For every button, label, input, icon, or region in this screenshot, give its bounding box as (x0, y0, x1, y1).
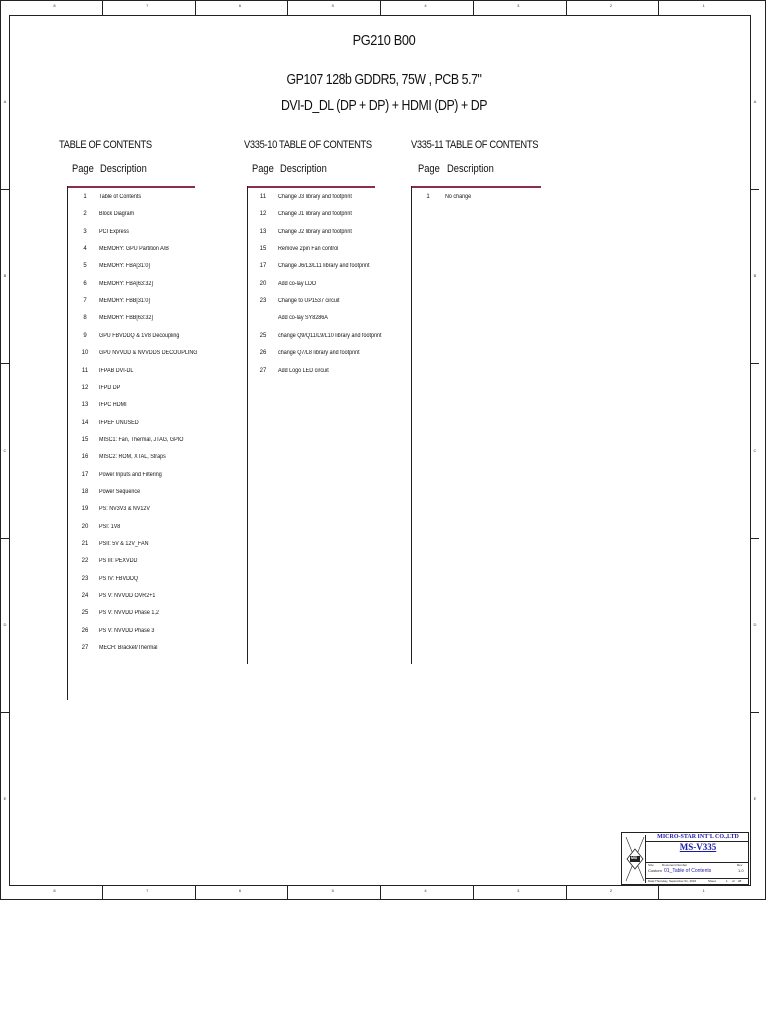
toc-row-page: 1 (83, 194, 87, 200)
rev-value: 1.0 (738, 868, 744, 873)
zone-label: 4 (424, 3, 427, 8)
toc-row-page: 25 (81, 610, 89, 617)
zone-label: 3 (517, 3, 520, 8)
toc-v11-heading: V335-11 TABLE OF CONTENTS (411, 139, 539, 151)
zone-tick (658, 886, 659, 900)
toc-row-page: 15 (81, 436, 89, 443)
sheet-label: Sheet (708, 879, 716, 883)
sheet-value: 1 (726, 879, 728, 883)
toc-row-page: 15 (259, 246, 267, 253)
toc-v11-desc-label: Description (447, 163, 494, 175)
toc-row-description: IFPAB DVI-DL (99, 367, 134, 374)
toc-v11-rule (411, 186, 541, 188)
toc-row-description: Power Inputs and Filtering (99, 471, 162, 478)
toc-row-page: 6 (83, 280, 87, 287)
toc-row-page: 20 (259, 280, 267, 287)
toc-row-description: GPU NVVDD & NVVDDS DECOUPLING (99, 350, 198, 357)
toc-row-description: PSI: 1V8 (99, 523, 121, 530)
zone-label: 2 (609, 3, 613, 8)
toc-row-description: MEMORY: FBA[63:32] (99, 280, 153, 287)
toc-row-page: 25 (259, 332, 267, 339)
toc-main-divider (67, 186, 68, 700)
toc-row-page: 9 (83, 332, 87, 339)
toc-row-description: MEMORY: GPU Partition A/B (99, 246, 169, 253)
zone-label: 1 (702, 888, 705, 893)
toc-row-description: Add co-lay SY8286A (278, 315, 328, 322)
toc-row-description: MISC1: Fan, Thermal, JTAG, GPIO (99, 436, 184, 443)
subtitle-line-2: DVI-D_DL (DP + DP) + HDMI (DP) + DP (280, 97, 488, 114)
zone-label: 6 (238, 888, 242, 893)
toc-row-page: 14 (81, 419, 89, 426)
toc-row-page: 11 (81, 367, 89, 374)
zone-tick (287, 1, 288, 15)
toc-v10-desc-label: Description (280, 163, 327, 175)
toc-row-page: 10 (81, 350, 89, 357)
zone-label: E (3, 795, 7, 801)
toc-row-page: 18 (81, 488, 89, 495)
zone-tick (380, 1, 381, 15)
zone-tick (658, 1, 659, 15)
toc-v10-heading: V335-10 TABLE OF CONTENTS (244, 139, 372, 151)
toc-row-description: MEMORY: FBA[31:0] (99, 263, 150, 270)
toc-row-page: 26 (81, 627, 89, 634)
toc-row-description: MEMORY: FBB[63:32] (99, 315, 153, 322)
zone-label: A (753, 99, 757, 105)
zone-label: E (753, 795, 757, 801)
toc-main (59, 139, 198, 652)
zone-tick (566, 1, 567, 15)
zone-tick (380, 886, 381, 900)
zone-tick (1, 712, 9, 713)
zone-label: 8 (53, 888, 56, 893)
toc-row-page: 7 (83, 298, 87, 305)
title-block (621, 832, 749, 885)
toc-row-description: IFPC HDMI (99, 402, 127, 409)
toc-row-description: IFPEF UNUSED (99, 419, 139, 426)
toc-row-description: Remove 2pin Fan control (278, 246, 339, 253)
zone-tick (751, 363, 759, 364)
toc-row-description: Change to UP1537 circuit (278, 298, 340, 305)
toc-row-description: Table of Contents (99, 194, 142, 200)
msi-logo (624, 835, 646, 883)
subtitle-line-1: GP107 128b GDDR5, 75W , PCB 5.7" (286, 71, 482, 88)
zone-label: 2 (609, 888, 613, 893)
toc-row-page: 27 (259, 367, 267, 374)
toc-row-description: MEMORY: FBB[31:0] (99, 298, 150, 305)
toc-row-description: change Q7/L8 library and footprint (278, 350, 360, 357)
toc-row-description: MECH: Bracket/Thermal (99, 645, 158, 652)
zone-tick (1, 538, 9, 539)
toc-row-page: 5 (83, 263, 87, 270)
toc-row-description: PS V: NVVDD OVR2+1 (99, 593, 156, 600)
toc-row-description: Change J1 library and footprint (278, 211, 352, 218)
toc-row-page: 19 (81, 506, 89, 513)
zone-label: 1 (702, 3, 705, 8)
zone-tick (473, 886, 474, 900)
toc-row-description: Add co-lay LDO (278, 280, 317, 287)
toc-main-desc-label: Description (100, 163, 147, 175)
toc-row-page: 27 (81, 645, 89, 652)
zone-label: 8 (53, 3, 56, 8)
of-label: of (732, 879, 735, 883)
toc-row-page: 13 (259, 228, 267, 235)
toc-v10-page-label: Page (252, 163, 274, 175)
toc-row-description: Change J3 library and footprint (278, 194, 352, 200)
toc-v11 (411, 139, 561, 200)
toc-row-page: 22 (81, 558, 89, 565)
company-name: MICRO-STAR INT'L CO.,LTD (657, 834, 739, 840)
toc-row-description: PS IV: FBVDDQ (99, 575, 139, 582)
toc-row-description: PS III: PEXVDD (99, 558, 138, 565)
toc-row-page: 23 (81, 575, 89, 582)
toc-row-page: 21 (81, 541, 89, 547)
toc-row-page: 17 (259, 263, 267, 270)
toc-v11-divider (411, 186, 412, 664)
toc-row-page: 2 (83, 211, 87, 218)
toc-v11-page-label: Page (418, 163, 440, 175)
toc-main-heading: TABLE OF CONTENTS (59, 139, 152, 151)
toc-v10-rule (247, 186, 375, 188)
doc-number-value: 01_Table of Contents (664, 868, 712, 874)
date-value: Thursday, September 01, 2016 (655, 879, 697, 883)
zone-tick (1, 363, 9, 364)
zone-tick (195, 886, 196, 900)
toc-row-page: 16 (81, 454, 89, 461)
zone-label: 7 (146, 888, 149, 893)
toc-row-description: Power Sequence (99, 488, 141, 495)
toc-row-page: 1 (426, 194, 430, 200)
toc-row-description: No change (445, 194, 472, 200)
toc-row-page: 4 (83, 246, 87, 253)
zone-label: D (753, 621, 757, 627)
doc-number-label: Document Number (662, 863, 688, 867)
toc-row-description: IFPD DP (99, 384, 121, 391)
size-label: Size (648, 863, 654, 867)
toc-row-description: PS V: NVVDD Phase 3 (99, 627, 155, 634)
zone-tick (751, 189, 759, 190)
zone-tick (566, 886, 567, 900)
zone-label: C (3, 447, 7, 453)
zone-label: 6 (238, 3, 242, 8)
toc-row-description: PS V: NVVDD Phase 1,2 (99, 610, 159, 617)
size-value: Custom (648, 868, 662, 873)
zone-tick (1, 189, 9, 190)
zone-label: 5 (331, 3, 334, 8)
zone-tick (287, 886, 288, 900)
toc-row-page: 26 (259, 350, 267, 357)
zone-label: B (3, 273, 7, 279)
zone-label: 4 (424, 888, 427, 893)
zone-label: 3 (517, 888, 520, 893)
toc-row-page: 11 (259, 194, 267, 200)
zone-tick (102, 886, 103, 900)
zone-tick (473, 1, 474, 15)
toc-v10-divider (247, 186, 248, 664)
toc-row-page: 23 (259, 298, 267, 305)
toc-row-description: PS: NV3V3 & NV12V (99, 506, 151, 513)
toc-row-page: 12 (81, 384, 89, 391)
toc-row-page: 20 (81, 523, 89, 530)
toc-row-page: 13 (81, 402, 89, 409)
toc-row-description: Block Diagram (99, 211, 135, 218)
toc-row-description: Change J6/L3/L11 library and footprint (278, 263, 370, 270)
toc-row-description: PCI Express (99, 228, 130, 235)
toc-row-description: MISC2: ROM, XTAL, Straps (99, 454, 166, 461)
toc-row-page: 3 (83, 228, 87, 235)
zone-label: A (3, 99, 7, 105)
zone-label: 7 (146, 3, 149, 8)
toc-row-description: change Q9/Q11/L9/L10 library and footprint (278, 332, 382, 339)
toc-row-page: 12 (259, 211, 267, 218)
toc-row-page: 17 (81, 471, 89, 478)
rev-label: Rev (737, 863, 743, 867)
zone-tick (195, 1, 196, 15)
toc-row-description: Change J2 library and footprint (278, 228, 352, 235)
date-label: Date: (648, 879, 656, 883)
zone-tick (751, 712, 759, 713)
msi-logo-text: MSI (631, 856, 638, 860)
zone-tick (102, 1, 103, 15)
toc-row-description: GPU FBVDDQ & 1V8 Decoupling (99, 332, 180, 339)
toc-row-page: 8 (83, 315, 87, 322)
toc-main-rule (67, 186, 195, 188)
zone-label: D (3, 621, 7, 627)
zone-label: C (753, 447, 757, 453)
toc-row-description: Add Logo LED circuit (278, 367, 329, 374)
toc-row-page: 24 (81, 593, 89, 600)
zone-tick (751, 538, 759, 539)
toc-row-description: PSII: 5V & 12V_FAN (99, 541, 149, 547)
of-value: 28 (738, 879, 742, 883)
model-name: MS-V335 (679, 842, 717, 852)
page-title: PG210 B00 (352, 32, 416, 49)
toc-v10 (244, 139, 394, 374)
zone-label: B (753, 273, 757, 279)
toc-main-page-label: Page (72, 163, 94, 175)
zone-label: 5 (331, 888, 334, 893)
